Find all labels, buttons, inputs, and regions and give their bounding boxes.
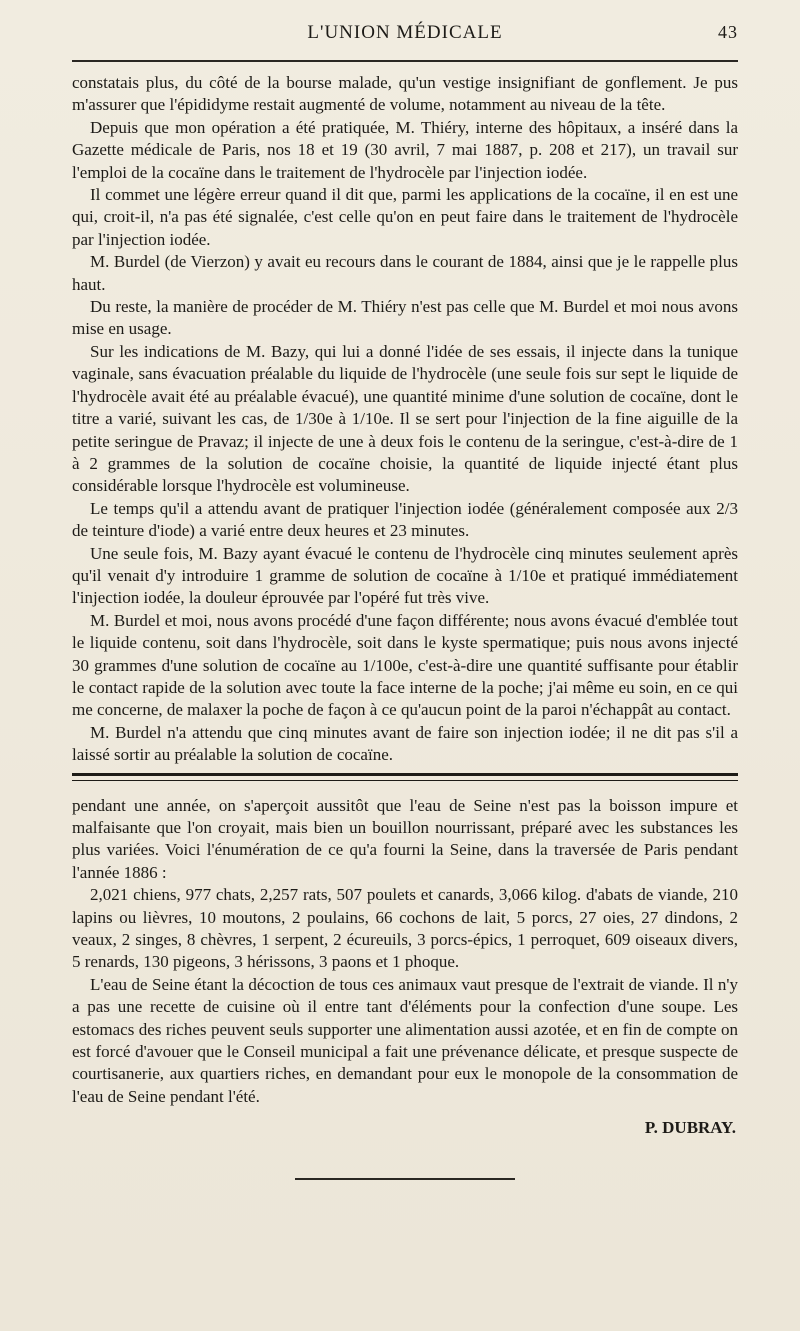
article-body	[72, 72, 738, 767]
article-paragraph: constatais plus, du côté de la bourse malade, qu'un vestige insignifiant de gonflement. Je pus m'assurer que l'épididyme restait augmenté de volume, notamment au niveau de la tête.	[72, 73, 738, 115]
journal-title: L'UNION MÉDICALE	[307, 22, 503, 43]
author-signature: P. DUBRAY.	[644, 1118, 736, 1138]
end-rule	[295, 1178, 515, 1180]
feuilleton-paragraph: 2,021 chiens, 977 chats, 2,257 rats, 507 poulets et canards, 3,066 kilog. d'abats de viande, 210 lapins ou lièvres, 10 moutons, 2 poulains, 66 cochons de lait, 5 porcs, 27 oies, 27 dindons, 2 veaux, 2 singes, 8 chèvres, 1 serpent, 2 écureuils, 3 porcs-épics, 1 perroquet, 609 oiseaux divers, 5 renards, 130 pigeons, 3 hérissons, 3 paons et 1 phoque.	[72, 885, 738, 972]
feuilleton-separator	[72, 773, 738, 781]
header-rule	[72, 60, 738, 62]
article-paragraph: Une seule fois, M. Bazy ayant évacué le contenu de l'hydrocèle cinq minutes seulement après qu'il venait d'y introduire 1 gramme de solution de cocaïne à 1/10e et pratiqué immédiatement l'injection iodée, la douleur éprouvée par l'opéré fut très vive.	[72, 543, 738, 608]
feuilleton-paragraph: L'eau de Seine étant la décoction de tous ces animaux vaut presque de l'extrait de viande. Il n'y a pas une recette de cuisine où il entre tant d'éléments pour la confection d'une soupe. Les estomacs des riches peuvent seuls supporter une alimentation aussi azotée, et en fin de compte on est forcé d'avouer que le Conseil municipal a fait une prévenance délicate, et presque suspecte de courtisanerie, aux quartiers riches, en demandant pour eux le monopole de la consommation de l'eau de Seine pendant l'été.	[72, 974, 738, 1106]
article-paragraph: Il commet une légère erreur quand il dit que, parmi les applications de la cocaïne, il en est une qui, croit-il, n'a pas été signalée, c'est celle qu'on en peut faire dans le traitement de l'hydrocèle par l'injection iodée.	[72, 185, 738, 249]
article-paragraph: Du reste, la manière de procéder de M. Thiéry n'est pas celle que M. Burdel et moi nous avons mise en usage.	[72, 297, 738, 339]
feuilleton-body	[72, 795, 738, 1139]
page-number: 43	[718, 22, 738, 42]
article-paragraph: M. Burdel et moi, nous avons procédé d'une façon différente; nous avons évacué d'emblée tout le liquide contenu, soit dans l'hydrocèle, soit dans le kyste spermatique; puis nous avons injecté 30 grammes d'une solution de cocaïne au 1/100e, c'est-à-dire une quantité suffisante pour établir le contact rapide de la solution avec toute la face interne de la poche; j'ai même eu soin, en ce qui me concerne, de malaxer la poche de façon à ce qu'aucun point de la paroi n'échappât au contact.	[72, 610, 738, 720]
article-paragraph: Le temps qu'il a attendu avant de pratiquer l'injection iodée (généralement composée aux 2/3 de teinture d'iode) a varié entre deux heures et 23 minutes.	[72, 498, 738, 541]
running-header	[72, 18, 738, 48]
feuilleton-paragraph: pendant une année, on s'aperçoit aussitôt que l'eau de Seine n'est pas la boisson impure et malfaisante que l'on croyait, mais bien un bouillon nourrissant, préparé avec les substances les plus variées. Voici l'énumération de ce qu'a fourni la Seine, dans la traversée de Paris pendant l'année 1886 :	[72, 795, 738, 882]
article-paragraph: M. Burdel n'a attendu que cinq minutes avant de faire son injection iodée; il ne dit pas s'il a laissé sortir au préalable la solution de cocaïne.	[72, 722, 738, 765]
article-paragraph: Depuis que mon opération a été pratiquée, M. Thiéry, interne des hôpitaux, a inséré dans la Gazette médicale de Paris, nos 18 et 19 (30 avril, 7 mai 1887, p. 208 et 217), un travail sur l'emploi de la cocaïne dans le traitement de l'hydrocèle par l'injection iodée.	[72, 117, 738, 182]
article-paragraph: Sur les indications de M. Bazy, qui lui a donné l'idée de ses essais, il injecte dans la tunique vaginale, sans évacuation préalable du liquide de l'hydrocèle (une seule fois sur sept le liquide de l'hydrocèle avait été au préalable évacué), une quantité minime d'une solution de cocaïne, dont le titre a varié, suivant les cas, de 1/30e à 1/10e. Il se sert pour l'injection de la fine aiguille de la petite seringue de Pravaz; il injecte de une à deux fois le contenu de la seringue, c'est-à-dire de 1 à 2 grammes de la solution de cocaïne choisie, la quantité de liquide injecté étant plus considérable lorsque l'hydrocèle est volumineuse.	[72, 341, 738, 496]
article-paragraph: M. Burdel (de Vierzon) y avait eu recours dans le courant de 1884, ainsi que je le rappelle plus haut.	[72, 252, 738, 294]
